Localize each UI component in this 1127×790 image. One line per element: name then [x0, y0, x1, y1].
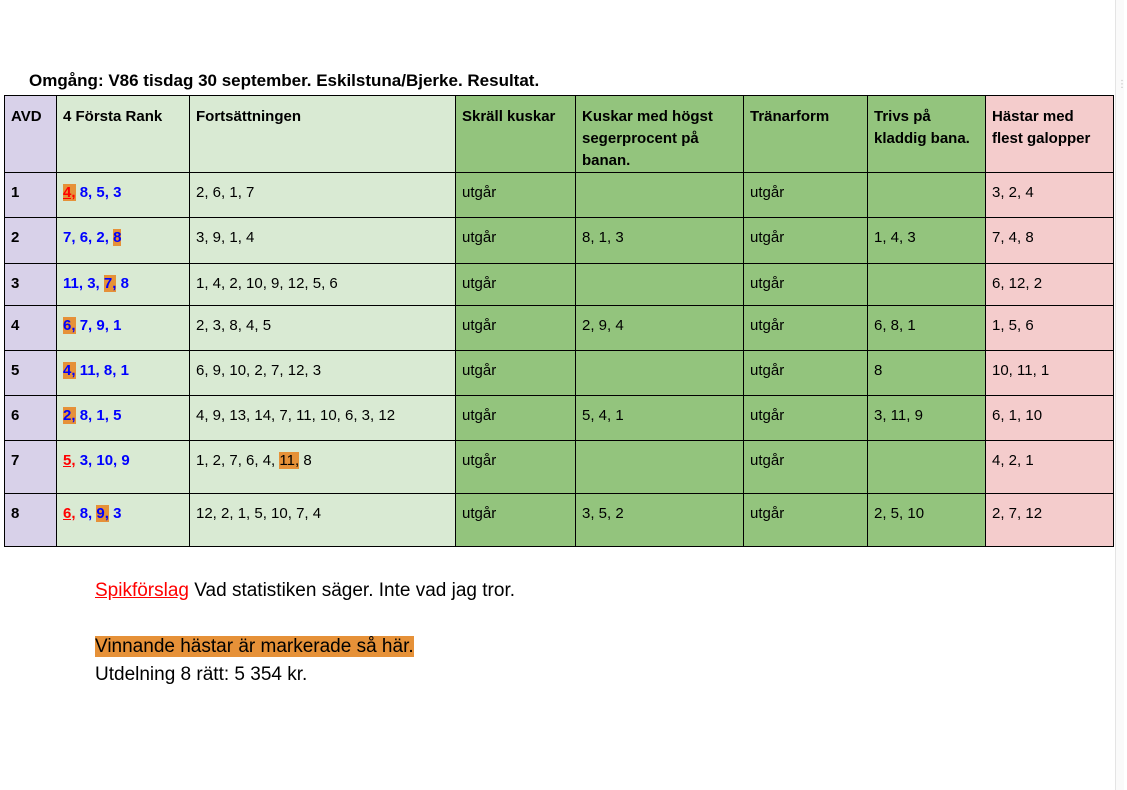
horse-number: 1, 4, 2, 10, 9, 12, 5, 6	[196, 275, 338, 292]
payout-text: Utdelning 8 rätt: 5 354 kr.	[95, 664, 308, 685]
horse-number: 8,	[103, 362, 117, 379]
header-kuskar-segerprocent: Kuskar med högst segerprocent på banan.	[576, 96, 744, 173]
horse-number: 1, 2, 7, 6, 4,	[196, 452, 276, 469]
horse-number: 1,	[96, 407, 109, 424]
kuskar-segerprocent-cell	[576, 351, 744, 396]
tranarform-cell: utgår	[744, 494, 868, 547]
winner-horse-number: 4,	[63, 184, 76, 201]
trivs-kladdig-cell: 8	[868, 351, 986, 396]
table-row	[5, 218, 1114, 264]
tranarform-cell: utgår	[744, 173, 868, 218]
horse-number: 3,	[79, 452, 93, 469]
winner-legend-text: Vinnande hästar är markerade så här.	[95, 636, 414, 657]
rank-cell	[57, 396, 190, 441]
tranarform-cell: utgår	[744, 306, 868, 351]
header-rank: 4 Första Rank	[57, 96, 190, 173]
skrall-kuskar-cell: utgår	[456, 396, 576, 441]
fortsattningen-cell	[190, 441, 456, 494]
horse-number: 8,	[79, 407, 93, 424]
avd-number: 8	[5, 494, 57, 547]
drag-handle-icon[interactable]: ⋮	[1117, 79, 1127, 90]
header-fortsattningen: Fortsättningen	[190, 96, 456, 173]
trivs-kladdig-cell: 3, 11, 9	[868, 396, 986, 441]
horse-number: 8,	[79, 505, 93, 522]
galopper-cell: 3, 2, 4	[986, 173, 1114, 218]
horse-number: 8	[303, 452, 312, 469]
horse-number: 5	[113, 407, 122, 424]
skrall-kuskar-cell: utgår	[456, 173, 576, 218]
header-tranarform: Tränarform	[744, 96, 868, 173]
horse-number: 8	[120, 275, 129, 292]
fortsattningen-cell	[190, 264, 456, 306]
spik-horse-number: 6,	[63, 505, 76, 522]
kuskar-segerprocent-cell: 2, 9, 4	[576, 306, 744, 351]
table-row	[5, 351, 1114, 396]
fortsattningen-cell	[190, 218, 456, 264]
skrall-kuskar-cell: utgår	[456, 306, 576, 351]
winner-horse-number: 9,	[96, 505, 109, 522]
horse-number: 3,	[87, 275, 100, 292]
skrall-kuskar-cell: utgår	[456, 351, 576, 396]
horse-number: 4, 9, 13, 14, 7, 11, 10, 6, 3, 12	[196, 407, 396, 424]
fortsattningen-cell	[190, 494, 456, 547]
skrall-kuskar-cell: utgår	[456, 264, 576, 306]
tranarform-cell: utgår	[744, 218, 868, 264]
avd-number: 4	[5, 306, 57, 351]
table-body	[5, 173, 1114, 547]
tranarform-cell: utgår	[744, 351, 868, 396]
fortsattningen-cell	[190, 173, 456, 218]
header-skrall-kuskar: Skräll kuskar	[456, 96, 576, 173]
spik-description: Vad statistiken säger. Inte vad jag tror.	[194, 580, 515, 601]
fortsattningen-cell	[190, 396, 456, 441]
table-header-row	[5, 96, 1114, 173]
trivs-kladdig-cell: 6, 8, 1	[868, 306, 986, 351]
horse-number: 8,	[79, 184, 93, 201]
avd-number: 6	[5, 396, 57, 441]
header-galopper: Hästar med flest galopper	[986, 96, 1114, 173]
results-table	[4, 95, 1114, 547]
kuskar-segerprocent-cell: 5, 4, 1	[576, 396, 744, 441]
winner-horse-number: 4,	[63, 362, 76, 379]
horse-number: 2, 6, 1, 7	[196, 184, 255, 201]
skrall-kuskar-cell: utgår	[456, 441, 576, 494]
galopper-cell: 10, 11, 1	[986, 351, 1114, 396]
avd-number: 2	[5, 218, 57, 264]
header-avd: AVD	[5, 96, 57, 173]
spik-horse-number: 5,	[63, 452, 76, 469]
galopper-cell: 7, 4, 8	[986, 218, 1114, 264]
table-row	[5, 396, 1114, 441]
trivs-kladdig-cell	[868, 441, 986, 494]
rank-cell	[57, 351, 190, 396]
vertical-scrollbar[interactable]	[1115, 0, 1127, 790]
horse-number: 12, 2, 1, 5, 10, 7, 4	[196, 505, 322, 522]
kuskar-segerprocent-cell: 3, 5, 2	[576, 494, 744, 547]
skrall-kuskar-cell: utgår	[456, 218, 576, 264]
trivs-kladdig-cell	[868, 264, 986, 306]
table-row	[5, 441, 1114, 494]
horse-number: 3, 9, 1, 4	[196, 229, 255, 246]
winner-legend	[95, 636, 414, 658]
tranarform-cell: utgår	[744, 441, 868, 494]
horse-number: 1	[120, 362, 129, 379]
winner-horse-number: 2,	[63, 407, 76, 424]
kuskar-segerprocent-cell	[576, 264, 744, 306]
table-row	[5, 494, 1114, 547]
fortsattningen-cell	[190, 351, 456, 396]
rank-cell	[57, 173, 190, 218]
trivs-kladdig-cell	[868, 173, 986, 218]
horse-number: 5,	[96, 184, 109, 201]
horse-number: 2,	[96, 229, 109, 246]
winner-horse-number: 8	[113, 229, 122, 246]
galopper-cell: 4, 2, 1	[986, 441, 1114, 494]
avd-number: 7	[5, 441, 57, 494]
galopper-cell: 1, 5, 6	[986, 306, 1114, 351]
horse-number: 3	[113, 505, 122, 522]
table-row	[5, 264, 1114, 306]
avd-number: 3	[5, 264, 57, 306]
kuskar-segerprocent-cell	[576, 173, 744, 218]
horse-number: 6,	[79, 229, 93, 246]
tranarform-cell: utgår	[744, 264, 868, 306]
horse-number: 7,	[63, 229, 76, 246]
table-row	[5, 173, 1114, 218]
horse-number: 10,	[96, 452, 118, 469]
rank-cell	[57, 264, 190, 306]
horse-number: 3	[113, 184, 122, 201]
galopper-cell: 6, 12, 2	[986, 264, 1114, 306]
horse-number: 6, 9, 10, 2, 7, 12, 3	[196, 362, 322, 379]
rank-cell	[57, 494, 190, 547]
galopper-cell: 6, 1, 10	[986, 396, 1114, 441]
kuskar-segerprocent-cell: 8, 1, 3	[576, 218, 744, 264]
rank-cell	[57, 218, 190, 264]
horse-number: 11,	[63, 275, 84, 292]
skrall-kuskar-cell: utgår	[456, 494, 576, 547]
horse-number: 1	[113, 317, 122, 334]
winner-horse-number: 7,	[103, 275, 117, 292]
avd-number: 5	[5, 351, 57, 396]
fortsattningen-cell	[190, 306, 456, 351]
tranarform-cell: utgår	[744, 396, 868, 441]
rank-cell	[57, 306, 190, 351]
horse-number: 9	[121, 452, 130, 469]
winner-horse-number: 6,	[63, 317, 76, 334]
galopper-cell: 2, 7, 12	[986, 494, 1114, 547]
horse-number: 9,	[96, 317, 109, 334]
table-row	[5, 306, 1114, 351]
rank-cell	[57, 441, 190, 494]
horse-number: 2, 3, 8, 4, 5	[196, 317, 272, 334]
kuskar-segerprocent-cell	[576, 441, 744, 494]
spik-label: Spikförslag	[95, 580, 189, 601]
trivs-kladdig-cell: 2, 5, 10	[868, 494, 986, 547]
trivs-kladdig-cell: 1, 4, 3	[868, 218, 986, 264]
winner-horse-number: 11,	[279, 452, 300, 469]
horse-number: 7,	[79, 317, 93, 334]
page-title: Omgång: V86 tisdag 30 september. Eskilstuna/Bjerke. Resultat.	[29, 71, 540, 90]
header-trivs-kladdig: Trivs på kladdig bana.	[868, 96, 986, 173]
horse-number: 11,	[79, 362, 100, 379]
avd-number: 1	[5, 173, 57, 218]
spik-legend	[95, 580, 515, 602]
